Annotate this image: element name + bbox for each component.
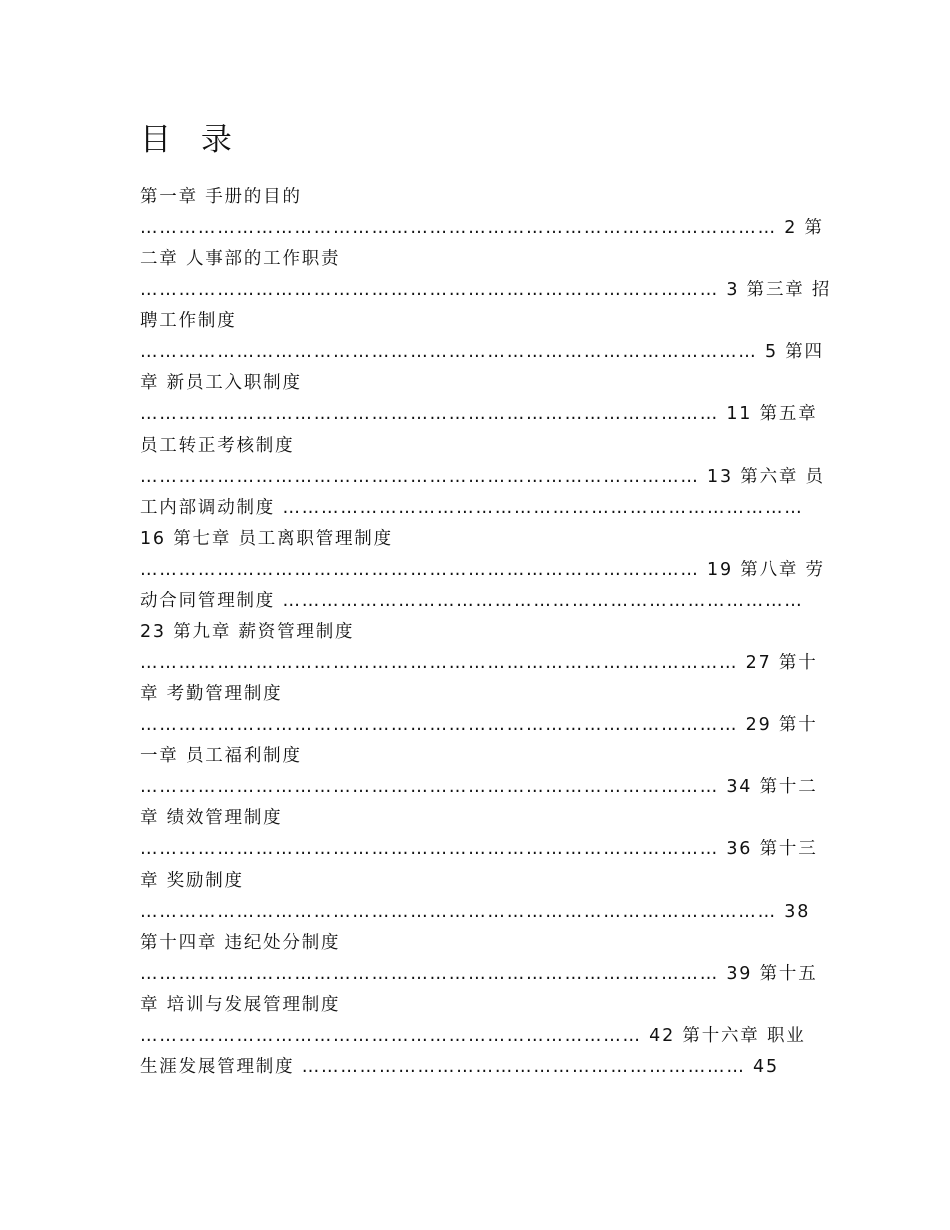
- toc-line: 聘工作制度: [140, 311, 237, 332]
- toc-line: 章 培训与发展管理制度: [140, 994, 341, 1015]
- toc-line: 23 第九章 薪资管理制度: [140, 621, 355, 642]
- toc-line: ……………………………………………………………………………… 3 第三章 招: [140, 280, 832, 301]
- toc-line: 章 考勤管理制度: [140, 684, 283, 705]
- toc-line: …………………………………………………………………………… 13 第六章 员: [140, 466, 825, 487]
- toc-line: 员工转正考核制度: [140, 435, 295, 456]
- toc-line: 工内部调动制度 ………………………………………………………………………: [140, 497, 804, 518]
- toc-line: 章 奖励制度: [140, 870, 244, 891]
- toc-line: ……………………………………………………………………………………… 2 第: [140, 218, 824, 239]
- toc-line: 动合同管理制度 ………………………………………………………………………: [140, 590, 804, 611]
- toc-line: 第一章 手册的目的: [140, 187, 302, 207]
- toc-line: 章 绩效管理制度: [140, 808, 283, 829]
- toc-line: ……………………………………………………………………………… 11 第五章: [140, 404, 818, 425]
- toc-line: ……………………………………………………………………………… 36 第十三: [140, 839, 818, 860]
- toc-line: ……………………………………………………………………………… 34 第十二: [140, 777, 818, 798]
- toc-line: …………………………………………………………………………………… 5 第四: [140, 342, 824, 363]
- toc-line: ………………………………………………………………………………… 27 第十: [140, 653, 818, 674]
- toc-line: 16 第七章 员工离职管理制度: [140, 528, 393, 549]
- toc-line: 生涯发展管理制度 …………………………………………………………… 45: [140, 1056, 779, 1077]
- toc-line: 一章 员工福利制度: [140, 746, 302, 767]
- toc-line: …………………………………………………………………… 42 第十六章 职业: [140, 1025, 806, 1046]
- toc-line: 第十四章 违纪处分制度: [140, 932, 341, 953]
- toc-line: ………………………………………………………………………………… 29 第十: [140, 715, 818, 736]
- toc-line: …………………………………………………………………………… 19 第八章 劳: [140, 559, 825, 580]
- toc-line: 二章 人事部的工作职责: [140, 249, 341, 270]
- toc-line: ……………………………………………………………………………… 39 第十五: [140, 963, 818, 984]
- toc-line: 章 新员工入职制度: [140, 373, 302, 394]
- toc-line: ……………………………………………………………………………………… 38: [140, 901, 811, 922]
- toc-title: 目 录: [140, 122, 242, 158]
